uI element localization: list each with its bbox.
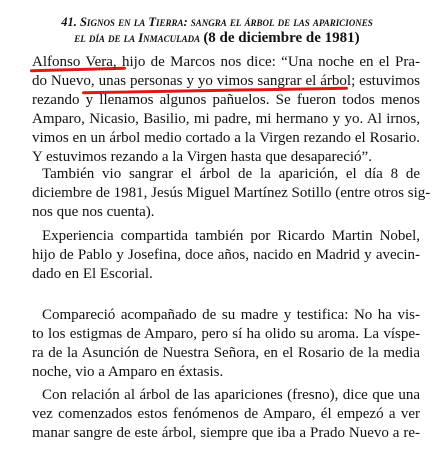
text-line: Compareció acompañado de su madre y testifica: No ha vis- <box>42 307 420 323</box>
text-line: vez comenzados estos fenómenos de Amparo, él empezó a ver <box>32 406 420 422</box>
section-heading <box>0 14 434 46</box>
text-line: rezando y llenamos algunos pañuelos. Se fueron todos menos <box>32 92 420 108</box>
text-line: Y estuvimos rezando a la Virgen hasta que desapareció”. <box>32 149 372 165</box>
paragraph-ricardo <box>32 227 420 284</box>
heading-line-2 <box>0 30 434 46</box>
text-line: Alfonso Vera, hijo de Marcos nos dice: “Una noche en el Pra- <box>32 54 420 70</box>
heading-line-1 <box>0 14 434 30</box>
text-line: Experiencia compartida también por Ricardo Martin Nobel, <box>42 228 420 244</box>
text-line: Amparo, Nicasio, Basilio, mi padre, mi hermano y yo. Al irnos, <box>32 111 420 127</box>
text-line: ra de la Asunción de Nuestra Señora, en el Rosario de la media <box>32 345 420 361</box>
text-line: También vio sangrar el árbol de la aparición, el día 8 de <box>42 166 420 182</box>
text-line: Con relación al árbol de las apariciones (fresno), dice que una <box>42 387 420 403</box>
text-line: manar sangre de este árbol, siempre que iba a Prado Nuevo a re- <box>32 425 420 441</box>
text-line: nos que nos cuenta). <box>32 204 155 220</box>
heading-subtitle: el día de la Inmaculada <box>74 31 201 45</box>
heading-title: Signos en la Tierra: sangra el árbol de las apariciones <box>79 15 373 29</box>
text-line: to los estigmas de Amparo, pero sí ha olido su aroma. La víspe- <box>32 326 420 342</box>
heading-number: 41. <box>61 15 77 29</box>
text-line: do Nuevo, unas personas y yo vimos sangrar el árbol; estuvimos <box>32 73 420 89</box>
paragraph-jesus-miguel <box>32 165 431 222</box>
text-line: hijo de Pablo y Josefina, doce años, nacido en Madrid y avecin- <box>32 247 420 263</box>
paragraph-arbol-relacion <box>32 386 420 443</box>
text-line: diciembre de 1981, Jesús Miguel Martínez Sotillo (entre otros sig- <box>32 185 431 201</box>
paragraph-testimony-alfonso <box>32 53 420 167</box>
heading-date: (8 de diciembre de 1981) <box>203 30 360 46</box>
text-line: vimos en un árbol medio cortado a la Virgen rezando el Rosario. <box>32 130 420 146</box>
text-line: dado en El Escorial. <box>32 266 153 282</box>
text-line: noche, vio a Amparo en éxtasis. <box>32 364 224 380</box>
paragraph-comparecio <box>32 306 420 382</box>
